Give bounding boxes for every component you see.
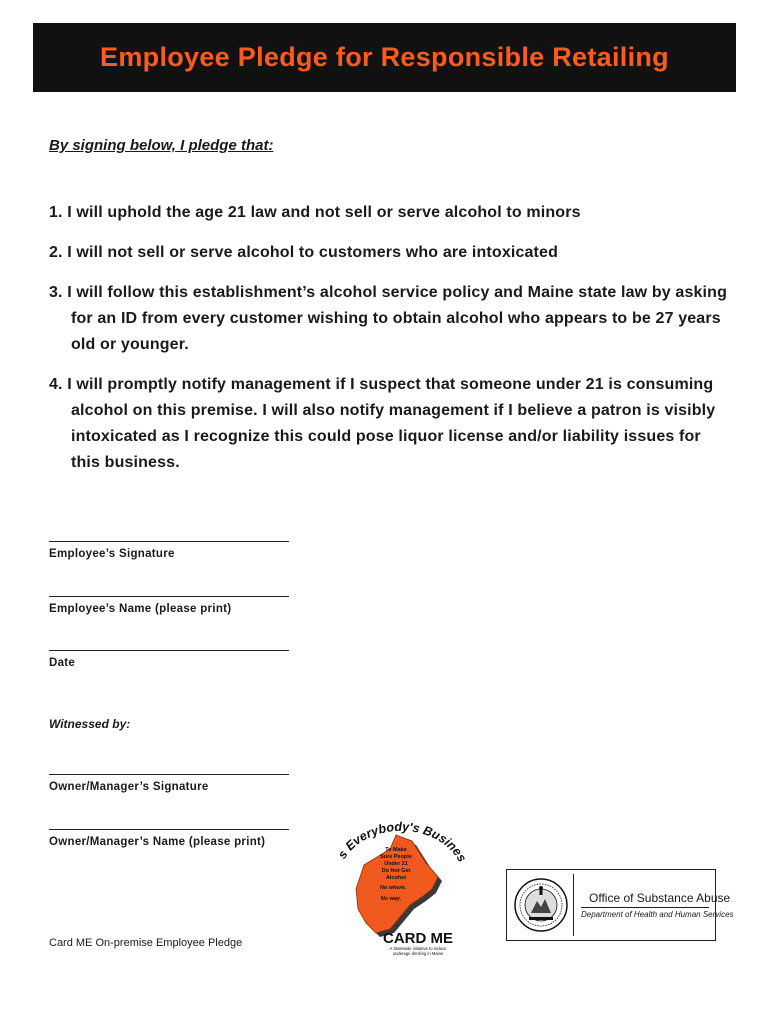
page-title: Employee Pledge for Responsible Retailing — [100, 42, 669, 72]
osa-divider — [573, 874, 574, 936]
maine-state-seal-icon — [513, 877, 569, 933]
card-me-logo-graphic — [330, 805, 470, 960]
pledge-item: 2. I will not sell or serve alcohol to customers who are intoxicated — [49, 244, 559, 261]
osa-department: Department of Health and Human Services — [581, 910, 734, 919]
employee-signature-line[interactable] — [49, 541, 289, 542]
pledge-item: 3. I will follow this establishment’s alcohol service policy and Maine state law by asking for an ID from every customer wishing to obtain alcohol who appears to be 27 years old or younger. — [49, 284, 727, 353]
pledge-item: 1. I will uphold the age 21 law and not sell or serve alcohol to minors — [49, 204, 581, 221]
map-text-line: Do Not Get — [381, 868, 411, 874]
map-text-line: Under 21 — [384, 861, 408, 867]
card-me-brand: CARD ME — [383, 930, 453, 947]
manager-signature-block — [49, 774, 289, 793]
card-me-tagline: A Statewide initiative to reduce — [389, 946, 447, 951]
date-line[interactable] — [49, 650, 289, 651]
manager-signature-line[interactable] — [49, 774, 289, 775]
date-block — [49, 650, 289, 669]
employee-name-label: Employee’s Name (please print) — [49, 603, 232, 615]
employee-signature-label: Employee’s Signature — [49, 548, 175, 560]
header-banner — [33, 23, 736, 92]
witnessed-by-label: Witnessed by: — [49, 717, 131, 731]
osa-title: Office of Substance Abuse — [589, 891, 731, 905]
card-me-tagline: underage drinking in Maine — [392, 951, 444, 956]
pledge-item: 4. I will promptly notify management if I suspect that someone under 21 is consuming alcohol on this premise. I will also notify management if I believe a patron is visibly intoxicated as I recognize this could pose liquor license and/or liability issues for this business. — [49, 376, 716, 471]
manager-signature-label: Owner/Manager’s Signature — [49, 781, 209, 793]
manager-name-block — [49, 829, 289, 848]
employee-name-line[interactable] — [49, 596, 289, 597]
map-text-line: To Make — [385, 847, 407, 853]
card-me-logo — [330, 805, 470, 960]
employee-name-block — [49, 596, 289, 615]
footer-note: Card ME On-premise Employee Pledge — [49, 937, 243, 949]
map-text-line: Alcohol — [385, 875, 407, 881]
card-me-arc-text: s Everybody's Busines — [334, 819, 470, 865]
manager-name-line[interactable] — [49, 829, 289, 830]
map-text-line: No way. — [380, 896, 402, 902]
pledge-list — [49, 200, 729, 490]
pledge-intro: By signing below, I pledge that: — [49, 137, 274, 154]
osa-logo — [506, 869, 734, 941]
osa-rule — [581, 907, 709, 908]
employee-signature-block — [49, 541, 289, 560]
date-label: Date — [49, 657, 76, 669]
manager-name-label: Owner/Manager’s Name (please print) — [49, 836, 266, 848]
map-text-line: No where. — [379, 885, 407, 891]
map-text-line: Sure People — [380, 854, 412, 860]
